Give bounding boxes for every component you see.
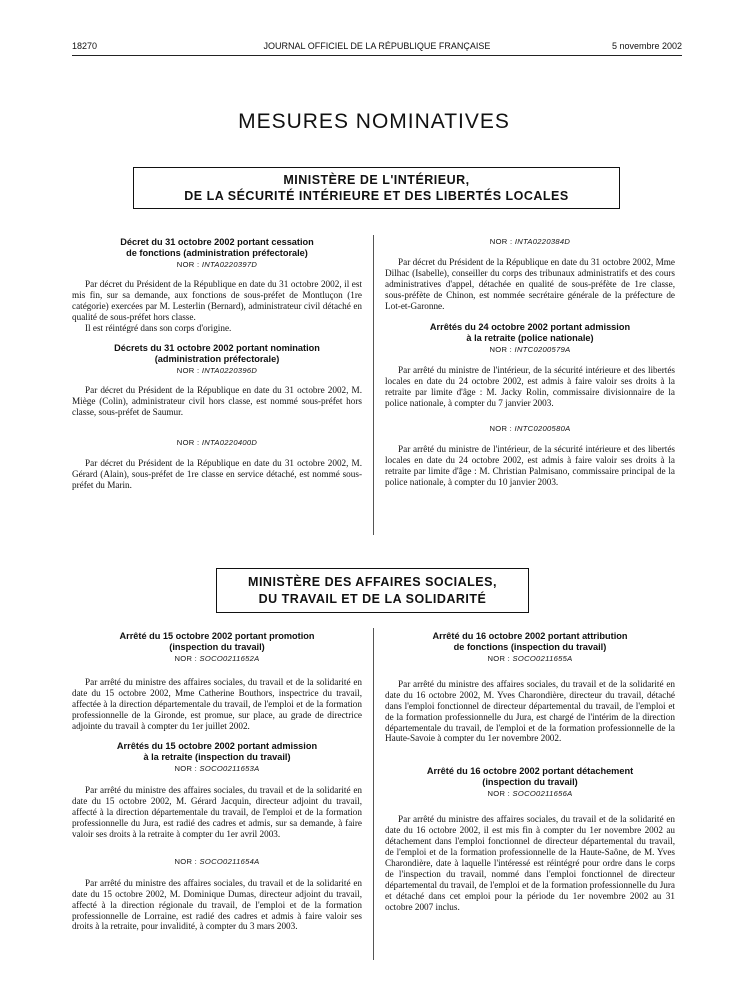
page-title: MESURES NOMINATIVES xyxy=(238,110,510,133)
article-paragraph: Par arrêté du ministre des affaires sociales, du travail et de la solidarité en date du 15 octobre 2002, M. Dominique Dumas, directeur adjoint du travail, affecté à la direction régionale du travail, de l'emploi et de la formation professionnelle de Lorraine, est radié des cadres et admis à faire valoir ses droits à la retraite, pour invalidité, à compter du 3 mars 2003. xyxy=(72,877,362,932)
nor-reference: NOR : INTA0220400D xyxy=(176,438,258,448)
article-paragraph: Par arrêté du ministre de l'intérieur, de la sécurité intérieure et des libertés locales en date du 24 octobre 2002, est admis à faire valoir ses droits à la retraite par limite d'âge : M. Christian Palmisano, commissaire principal de la police nationale, à compter du 10 janvier 2003. xyxy=(385,443,675,487)
article-paragraph: Par décret du Président de la République en date du 31 octobre 2002, il est mis fin, sur sa demande, aux fonctions de sous-préfet de Montluçon (1re catégorie) exercées par M. Lesterlin (Bernard), administrateur civil détaché en qualité de sous-préfet hors classe. xyxy=(72,278,362,322)
column-divider xyxy=(373,235,374,535)
nor-reference: NOR : INTC0200579A xyxy=(489,345,571,355)
article-title: Arrêté du 15 octobre 2002 portant promotion (inspection du travail) xyxy=(119,631,315,652)
ministry-social-affairs-heading xyxy=(216,568,529,613)
ministry-heading-line2: DU TRAVAIL ET DE LA SOLIDARITÉ xyxy=(258,591,487,606)
header-rule xyxy=(72,55,682,56)
nor-reference: NOR : SOCO0211656A xyxy=(487,789,573,799)
article-paragraph: Par arrêté du ministre des affaires sociales, du travail et de la solidarité en date du 15 octobre 2002, M. Gérard Jacquin, directeur adjoint du travail, affecté à la direction départementale du travail, de l'emploi et de la formation professionnelle du Jura, est radié des cadres et admis, sur sa demande, à faire valoir ses droits à la retraite à compter du 1er avril 2003. xyxy=(72,785,362,839)
nor-reference: NOR : INTA0220396D xyxy=(176,366,258,376)
nor-reference: NOR : INTA0220384D xyxy=(489,237,571,246)
article-paragraph: Par décret du Président de la République en date du 31 octobre 2002, Mme Dilhac (Isabelle), conseiller du corps des tribunaux administratifs et des cours administratives d'appel, détachée en qualité de sous-préfète de 1re classe, sous-préfète de Chinon, est nommée secrétaire générale de la préfecture de Lot-et-Garonne. xyxy=(385,256,675,311)
article-paragraph: Par arrêté du ministre des affaires sociales, du travail et de la solidarité en date du 15 octobre 2002, Mme Catherine Bouthors, inspectrice du travail, affectée à la direction départementale du travail, de l'emploi et de la formation professionnelle de la Gironde, est promue, sur place, au grade de directrice adjointe du travail à compter du 1er juillet 2002. xyxy=(72,676,362,731)
article-title: Décret du 31 octobre 2002 portant cessation de fonctions (administration préfectorale) xyxy=(120,237,314,258)
nor-reference: NOR : SOCO0211655A xyxy=(487,654,573,663)
section2-left-column xyxy=(72,631,362,932)
section1-right-column xyxy=(385,237,675,488)
article-title: Arrêtés du 24 octobre 2002 portant admission à la retraite (police nationale) xyxy=(429,322,631,343)
article-paragraph: Il est réintégré dans son corps d'origine. xyxy=(85,322,232,333)
article-paragraph: Par arrêté du ministre des affaires sociales, du travail et de la solidarité en date du 16 octobre 2002, il est mis fin à compter du 1er novembre 2002 au détachement dans l'emploi fonctionnel de directeur départemental du travail, de l'emploi et de la formation professionnelle de la Haute-Saône, de M. Yves Charondière, date à laquelle l'intéressé est réintégré pour ordre dans le corps de l'inspection du travail, nommé dans l'emploi fonctionnel de directeur départemental du travail, de l'emploi et de la formation professionnelle du Jura et détaché dans cet emploi pour la période du 1er novembre 2002 au 31 octobre 2007 inclus. xyxy=(385,814,675,912)
nor-reference: NOR : SOCO0211652A xyxy=(174,654,260,663)
issue-date: 5 novembre 2002 xyxy=(611,41,682,51)
article-title: Arrêté du 16 octobre 2002 portant attribution de fonctions (inspection du travail) xyxy=(432,631,628,652)
article-paragraph: Par arrêté du ministre de l'intérieur, de la sécurité intérieure et des libertés locales en date du 24 octobre 2002, est admis à faire valoir ses droits à la retraite par limite d'âge : M. Jacky Rolin, commissaire divisionnaire de la police nationale, à compter du 7 janvier 2003. xyxy=(385,365,675,409)
page-number: 18270 xyxy=(72,41,98,51)
nor-reference: NOR : SOCO0211654A xyxy=(174,856,260,866)
column-divider xyxy=(373,628,374,960)
article-title: Arrêté du 16 octobre 2002 portant détachement (inspection du travail) xyxy=(426,766,634,787)
article-title: Décrets du 31 octobre 2002 portant nomination (administration préfectorale) xyxy=(114,343,320,364)
nor-reference: NOR : INTC0200580A xyxy=(489,423,571,433)
article-title: Arrêtés du 15 octobre 2002 portant admission à la retraite (inspection du travail) xyxy=(116,741,318,762)
ministry-heading-line1: MINISTÈRE DES AFFAIRES SOCIALES, xyxy=(248,574,497,589)
section2-right-column xyxy=(385,631,675,912)
nor-reference: NOR : SOCO0211653A xyxy=(174,764,260,774)
article-paragraph: Par décret du Président de la République en date du 31 octobre 2002, M. Gérard (Alain), sous-préfet de 1re classe en service détaché, est nommé sous-préfet du Marin. xyxy=(72,457,362,490)
section1-left-column xyxy=(72,237,362,491)
ministry-interior-heading xyxy=(133,167,620,209)
ministry-heading-line1: MINISTÈRE DE L'INTÉRIEUR, xyxy=(283,173,470,187)
ministry-heading-line2: DE LA SÉCURITÉ INTÉRIEURE ET DES LIBERTÉS LOCALES xyxy=(184,189,569,203)
article-paragraph: Par décret du Président de la République en date du 31 octobre 2002, M. Miège (Colin), administrateur civil hors classe, est nommé sous-préfet hors classe, sous-préfet de Saumur. xyxy=(72,385,362,418)
nor-reference: NOR : INTA0220397D xyxy=(176,260,258,269)
journal-title: JOURNAL OFFICIEL DE LA RÉPUBLIQUE FRANÇAISE xyxy=(263,41,491,51)
article-paragraph: Par arrêté du ministre des affaires sociales, du travail et de la solidarité en date du 16 octobre 2002, M. Yves Charondière, directeur du travail, détaché dans l'emploi fonctionnel de directeur départemental du travail, de l'emploi et de la formation professionnelle du Jura, est chargé de l'intérim de la direction départementale du travail, de l'emploi et de la formation professionnelle de la Haute-Savoie à compter du 1er novembre 2002. xyxy=(385,678,675,744)
